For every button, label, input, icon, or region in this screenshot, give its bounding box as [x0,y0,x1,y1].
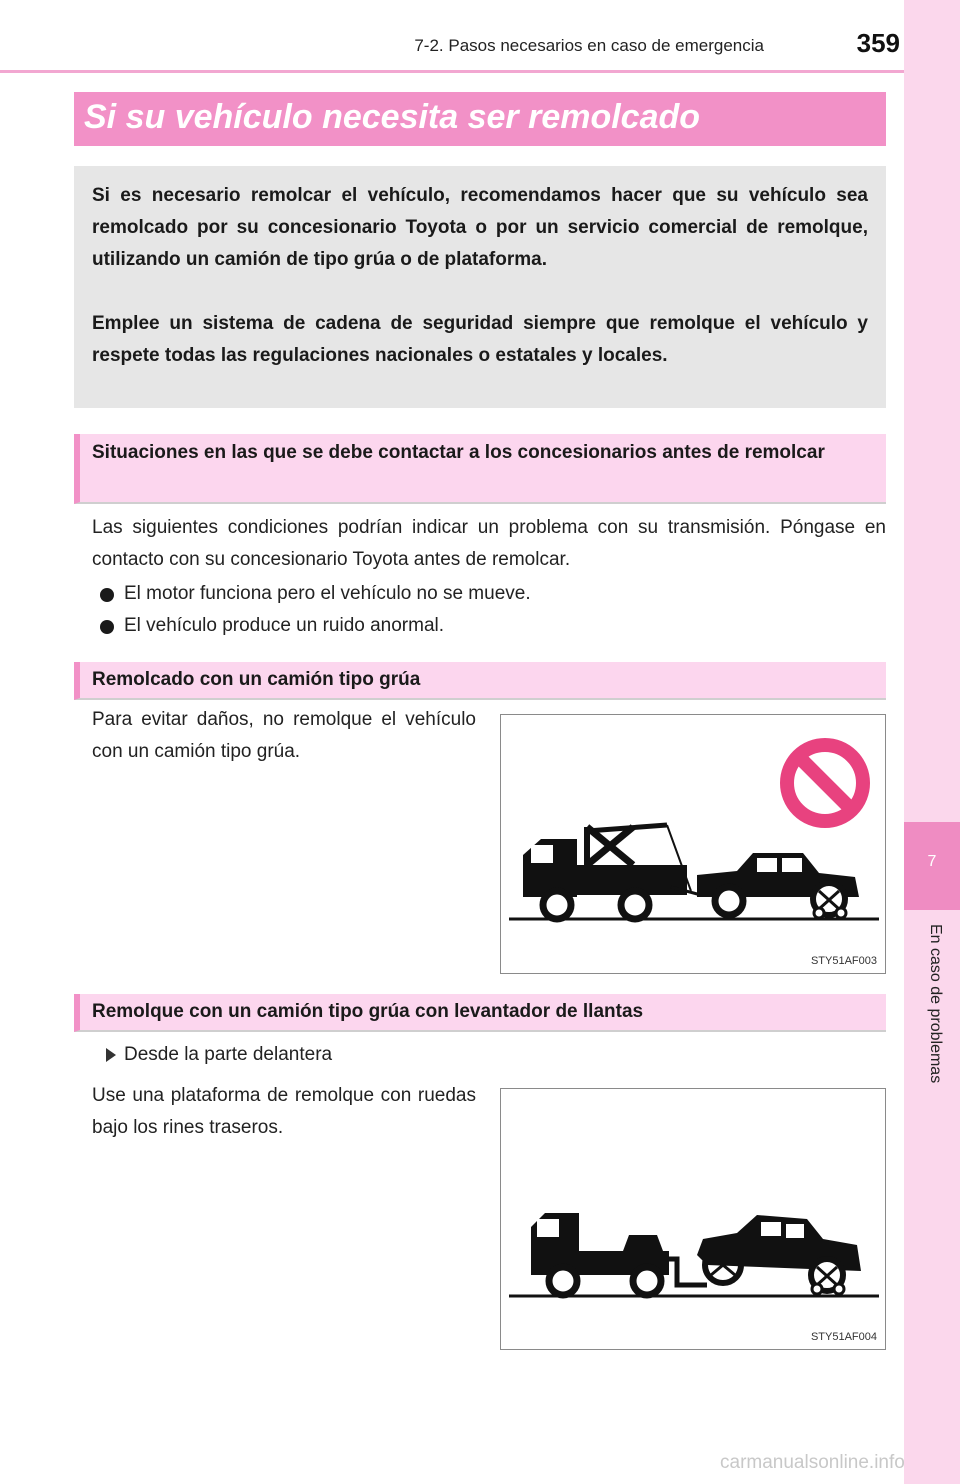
section-heading-text: Situaciones en las que se debe contactar a los concesionarios antes de remolcar [92,442,825,463]
section-heading-text: Remolcado con un camión tipo grúa [92,669,421,690]
section-heading-tow-truck [74,662,886,700]
section3-body: Use una plataforma de remolque con ruedas bajo los rines traseros. [92,1085,476,1138]
watermark: carmanualsonline.info [720,1452,905,1473]
section-heading-text: Remolque con un camión tipo grúa con levantador de llantas [92,1001,644,1022]
chapter-title: En caso de problemas [927,924,944,1084]
tow-truck-illustration [501,715,885,973]
wheel-lift-illustration [501,1089,885,1349]
figure-code: STY51AF003 [810,955,877,967]
running-head: 7-2. Pasos necesarios en caso de emergencia [414,36,764,55]
prohibited-icon [787,745,863,821]
chapter-side-tab [904,0,960,1484]
figure-tow-truck-prohibited [500,714,886,974]
section-heading-wheel-lift [74,994,886,1032]
intro-box [74,166,886,408]
section-heading-contact-dealer [74,434,886,504]
bullet-dot [100,588,114,602]
bullet-dot [100,620,114,634]
header-rule [0,70,904,73]
section2-body: Para evitar daños, no remolque el vehículo con un camión tipo grúa. [92,709,476,762]
section1-body: Las siguientes condiciones podrían indicar un problema con su transmisión. Póngase en contacto con su concesionario Toyota antes de remolcar. [92,517,886,570]
chapter-number: 7 [927,853,937,870]
bullet-item-1: El motor funciona pero el vehículo no se mueve. [124,583,531,604]
page-title: Si su vehículo necesita ser remolcado [84,98,701,136]
page-title-bar [74,92,886,146]
bullet-item-2: El vehículo produce un ruido anormal. [124,615,445,636]
figure-code: STY51AF004 [810,1331,877,1343]
sub-item-front: Desde la parte delantera [124,1044,333,1065]
figure-wheel-lift-tow [500,1088,886,1350]
intro-paragraph-1: Si es necesario remolcar el vehículo, recomendamos hacer que su vehículo sea remolcado por su concesionario Toyota o por un servicio comercial de remolque, utilizando un camión de tipo grúa o de plataforma. [92,185,868,270]
page-number: 359 [856,28,900,58]
intro-paragraph-2: Emplee un sistema de cadena de seguridad siempre que remolque el vehículo y respete todas las regulaciones nacionales o estatales y locales. [92,313,868,366]
triangle-bullet-icon [106,1048,116,1062]
